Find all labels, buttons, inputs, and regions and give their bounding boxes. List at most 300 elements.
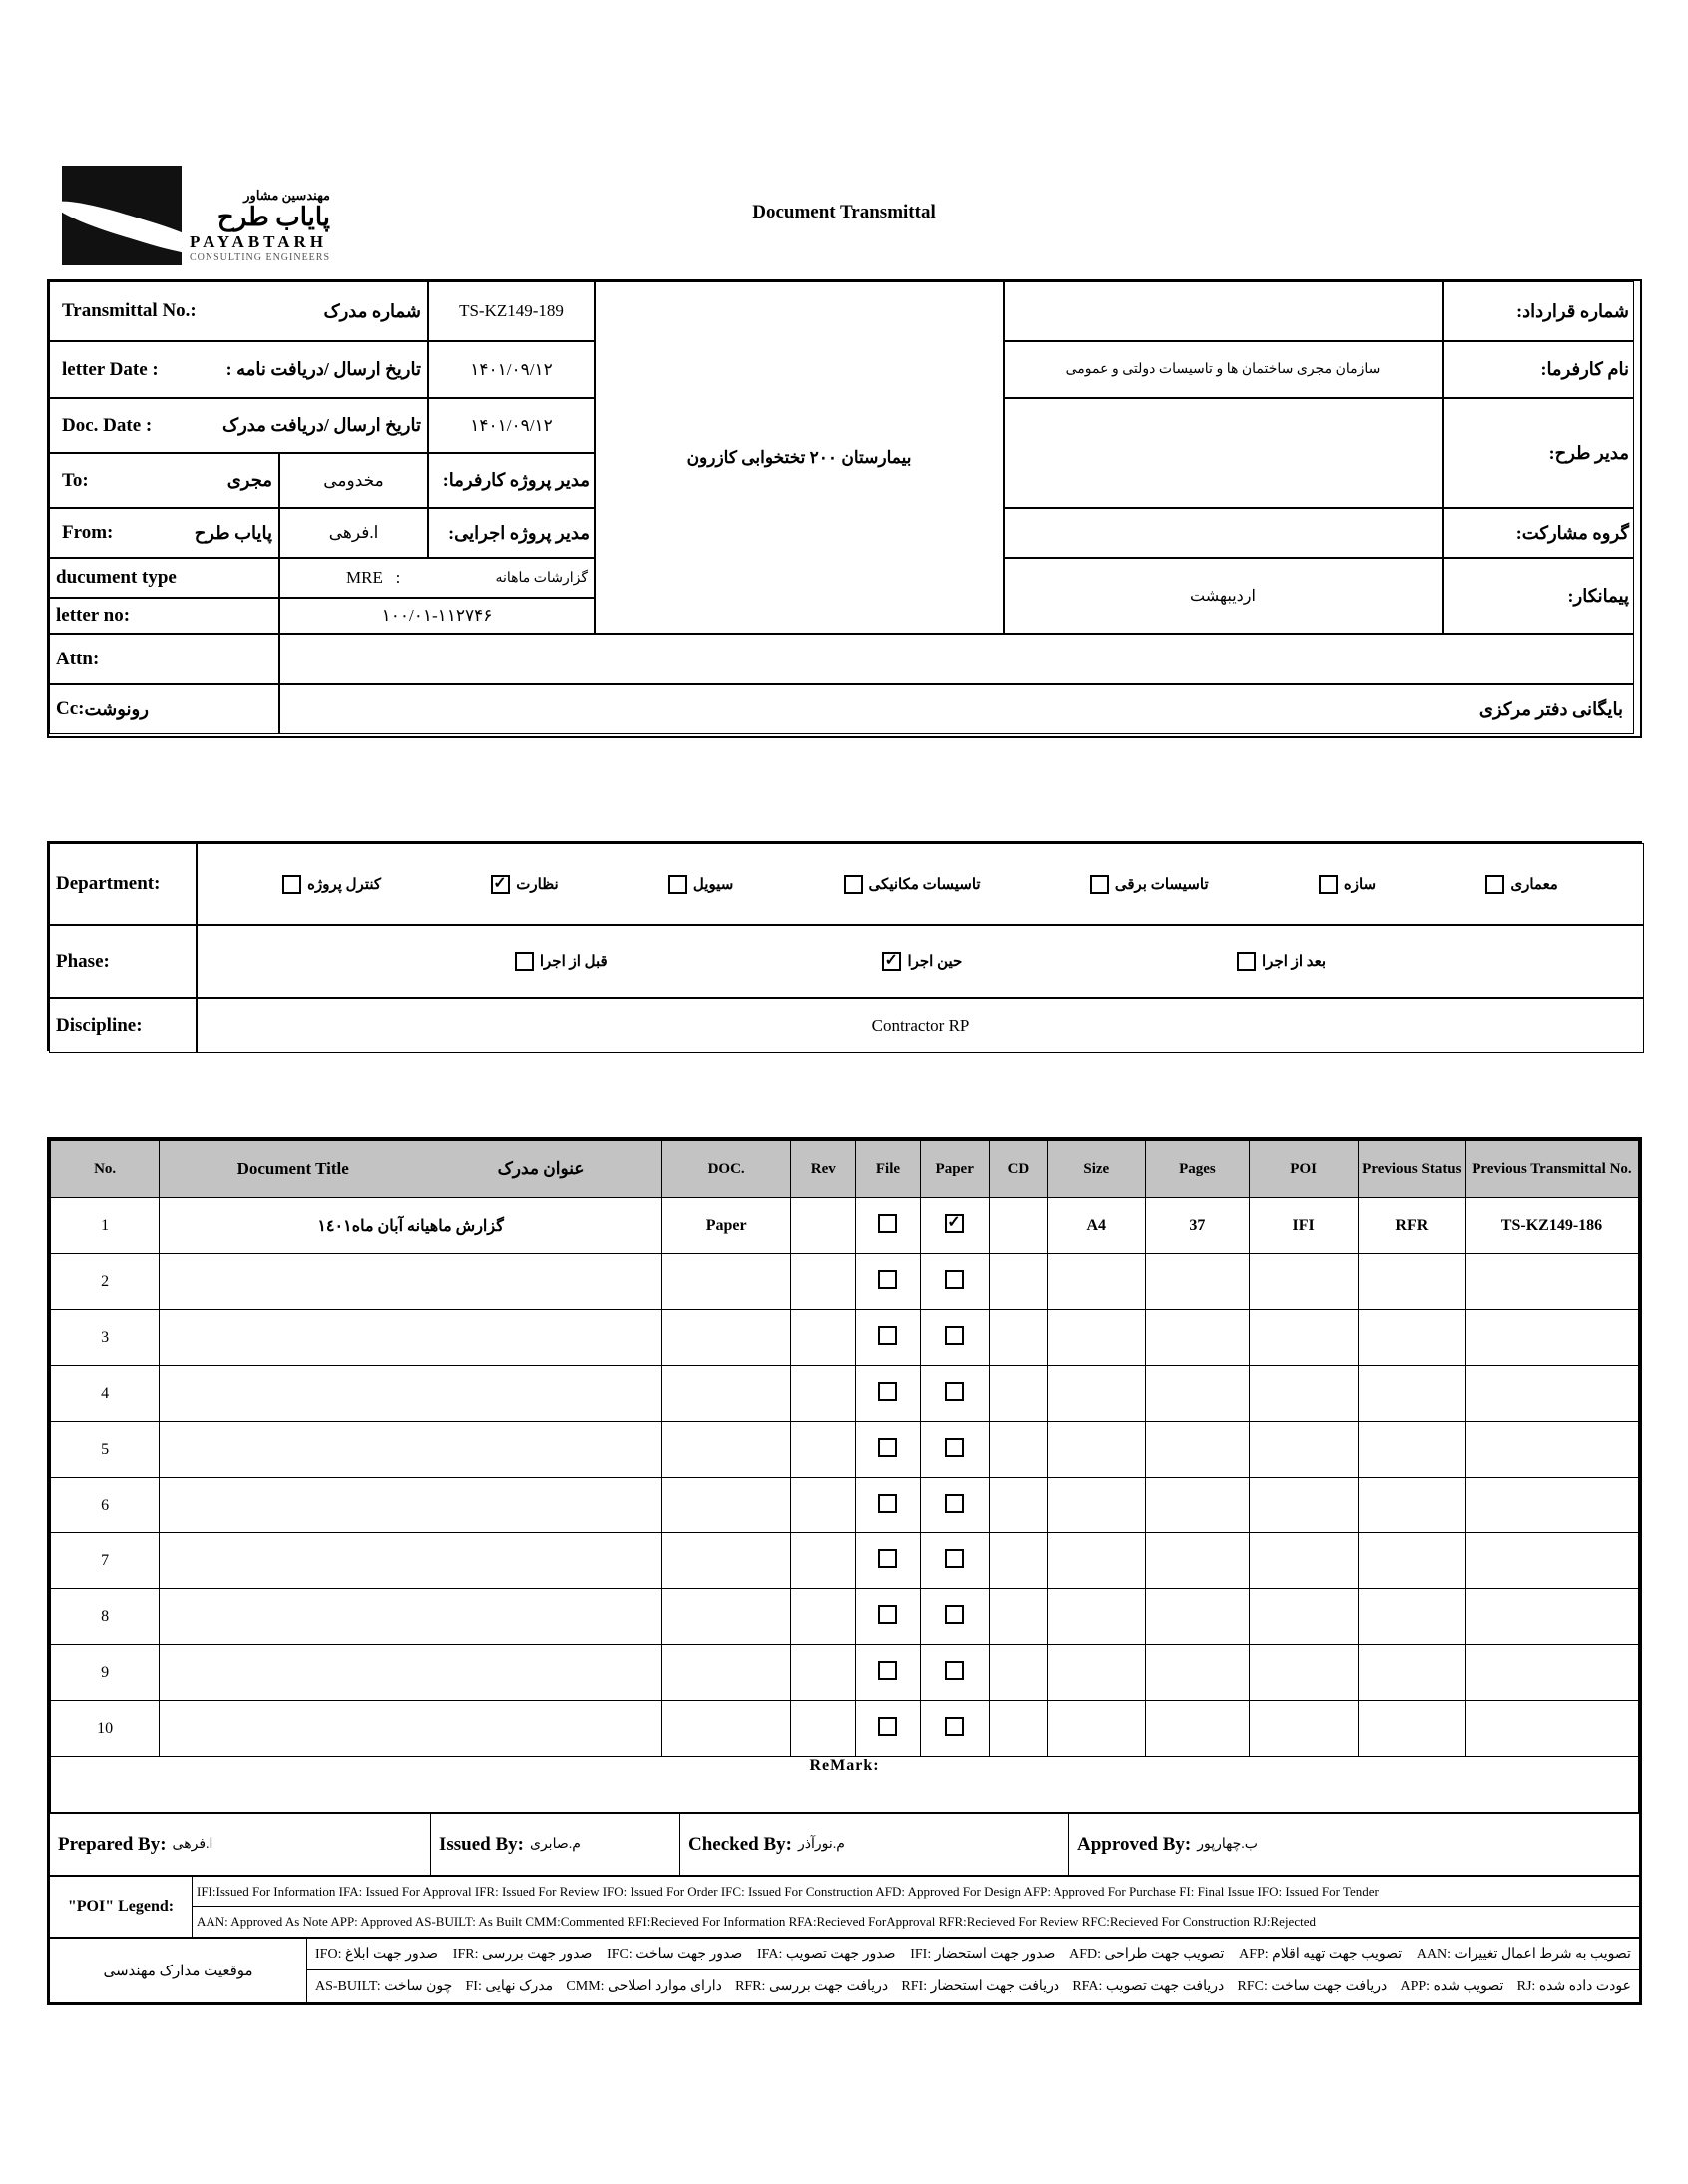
fa-legend-item: صدور جهت استحضار :IFI	[910, 1947, 1055, 1962]
document-row	[51, 1478, 1639, 1533]
checked-by-label: Checked By:	[688, 1833, 792, 1855]
paper-checkbox[interactable]	[945, 1438, 964, 1457]
phase-option-label: حین اجرا	[907, 954, 963, 970]
cell-prev-status	[1358, 1310, 1465, 1366]
cell-prev-transmittal	[1465, 1533, 1638, 1589]
phase-option	[515, 952, 608, 971]
attn-label: Attn:	[56, 648, 100, 669]
cell-poi	[1249, 1366, 1358, 1422]
cell-rev	[791, 1198, 856, 1254]
cell-cd	[989, 1310, 1048, 1366]
phase-checkbox-1[interactable]	[882, 952, 901, 971]
cell-size	[1048, 1533, 1146, 1589]
fa-legend-item: تصویب جهت تهیه اقلام :AFP	[1239, 1947, 1403, 1962]
cell-pages	[1146, 1310, 1249, 1366]
fa-legend-item: APP: تصویب شده	[1400, 1978, 1504, 1994]
col-header-doc: DOC.	[661, 1141, 790, 1198]
cell-title	[160, 1254, 662, 1310]
col-header-file: File	[856, 1141, 921, 1198]
phase-checkbox-0[interactable]	[515, 952, 534, 971]
paper-checkbox[interactable]	[945, 1661, 964, 1680]
cell-file	[856, 1533, 921, 1589]
cell-prev-transmittal	[1465, 1645, 1638, 1701]
cell-file	[856, 1701, 921, 1757]
poi-legend	[50, 1875, 1639, 1937]
cell-pages: 37	[1146, 1198, 1249, 1254]
cell-title	[160, 1366, 662, 1422]
letter-no-value: ۱۰۰/۰۱-۱۱۲۷۴۶	[279, 598, 595, 634]
from-cell	[49, 508, 279, 558]
cell-poi	[1249, 1254, 1358, 1310]
cell-poi	[1249, 1645, 1358, 1701]
paper-checkbox[interactable]	[945, 1214, 964, 1233]
file-checkbox[interactable]	[878, 1494, 897, 1513]
col-header-poi: POI	[1249, 1141, 1358, 1198]
cell-title	[160, 1478, 662, 1533]
paper-checkbox[interactable]	[945, 1326, 964, 1345]
fa-legend-row1	[307, 1939, 1639, 1970]
cell-size	[1048, 1701, 1146, 1757]
discipline-label: Discipline:	[56, 1014, 143, 1036]
department-option-label: تاسیسات برقی	[1114, 876, 1209, 893]
document-row	[51, 1645, 1639, 1701]
contractor-label: پیمانکار:	[1443, 558, 1634, 634]
page-title: Document Transmittal	[752, 202, 936, 222]
file-checkbox[interactable]	[878, 1661, 897, 1680]
cell-rev	[791, 1310, 856, 1366]
department-checkbox-1[interactable]	[491, 875, 510, 894]
classification-table	[47, 841, 1642, 1051]
fa-legend-label: موقعیت مدارک مهندسی	[50, 1939, 307, 2002]
fa-legend-item: RFI: دریافت جهت استحضار	[901, 1978, 1060, 1994]
cell-no: 10	[51, 1701, 160, 1757]
cell-size	[1048, 1589, 1146, 1645]
cell-paper	[920, 1645, 989, 1701]
cell-file	[856, 1198, 921, 1254]
phase-options	[198, 952, 1643, 971]
from-label: From:	[62, 522, 114, 543]
letter-date-value: ۱۴۰۱/۰۹/۱۲	[428, 341, 595, 398]
logo-fa-line2: پایاب طرح	[216, 203, 331, 231]
letter-no-label: letter no:	[56, 605, 131, 626]
doc-date-label-en: Doc. Date :	[62, 414, 153, 436]
department-checkbox-3[interactable]	[844, 875, 863, 894]
cell-paper	[920, 1366, 989, 1422]
fa-legend-item: صدور جهت تصویب :IFA	[757, 1947, 896, 1962]
paper-checkbox[interactable]	[945, 1717, 964, 1736]
cell-poi: IFI	[1249, 1198, 1358, 1254]
cell-no: 8	[51, 1589, 160, 1645]
from-value: پایاب طرح	[194, 522, 272, 543]
department-option	[1485, 875, 1558, 894]
paper-checkbox[interactable]	[945, 1494, 964, 1513]
logo-company-subtitle: CONSULTING ENGINEERS	[190, 252, 331, 264]
document-row	[51, 1366, 1639, 1422]
phase-label-cell	[49, 925, 197, 998]
cell-rev	[791, 1533, 856, 1589]
department-option	[1090, 875, 1209, 894]
cell-poi	[1249, 1310, 1358, 1366]
cell-prev-transmittal	[1465, 1310, 1638, 1366]
cell-cd	[989, 1422, 1048, 1478]
cell-size	[1048, 1254, 1146, 1310]
cell-prev-transmittal	[1465, 1254, 1638, 1310]
cell-file	[856, 1366, 921, 1422]
transmittal-no-label-en: Transmittal No.:	[62, 300, 197, 321]
cell-file	[856, 1422, 921, 1478]
doc-date-label-fa: تاریخ ارسال /دریافت مدرک	[221, 415, 421, 435]
cell-prev-transmittal: TS-KZ149-186	[1465, 1198, 1638, 1254]
cell-prev-status	[1358, 1366, 1465, 1422]
fa-legend-item: AS-BUILT: چون ساخت	[315, 1978, 453, 1994]
fa-legend	[50, 1937, 1639, 2002]
cell-rev	[791, 1422, 856, 1478]
col-header-no: No.	[51, 1141, 160, 1198]
col-header-size: Size	[1048, 1141, 1146, 1198]
from-middle-value: ا.فرهی	[279, 508, 428, 558]
document-type-label-cell	[49, 558, 279, 598]
col-header-pages: Pages	[1146, 1141, 1249, 1198]
cell-poi	[1249, 1422, 1358, 1478]
col-header-title-fa: عنوان مدرک	[497, 1159, 585, 1178]
fa-legend-row2	[307, 1970, 1639, 2002]
cell-doc	[661, 1422, 790, 1478]
cell-paper	[920, 1198, 989, 1254]
document-row	[51, 1589, 1639, 1645]
fa-legend-item: RJ: عودت داده شده	[1516, 1978, 1631, 1994]
cell-pages	[1146, 1645, 1249, 1701]
transmittal-no-label-cell	[49, 281, 428, 341]
cell-cd	[989, 1589, 1048, 1645]
transmittal-no-value: TS-KZ149-189	[428, 281, 595, 341]
cell-cd	[989, 1198, 1048, 1254]
cell-no: 3	[51, 1310, 160, 1366]
col-header-rev: Rev	[791, 1141, 856, 1198]
cell-poi	[1249, 1589, 1358, 1645]
cell-doc	[661, 1310, 790, 1366]
document-type-label: ducument type	[56, 567, 177, 588]
file-checkbox[interactable]	[878, 1214, 897, 1233]
cell-doc	[661, 1254, 790, 1310]
cell-no: 1	[51, 1198, 160, 1254]
document-type-value-cell	[279, 558, 595, 598]
document-row	[51, 1310, 1639, 1366]
discipline-label-cell	[49, 998, 197, 1053]
doc-date-label-cell	[49, 398, 428, 453]
document-type-code: MRE :	[346, 568, 401, 587]
signature-row	[50, 1813, 1639, 1875]
cell-title	[160, 1701, 662, 1757]
department-checkbox-2[interactable]	[668, 875, 687, 894]
cell-size	[1048, 1422, 1146, 1478]
document-list-section	[47, 1137, 1642, 2005]
cell-no: 7	[51, 1533, 160, 1589]
cell-file	[856, 1589, 921, 1645]
project-name: بیمارستان ۲۰۰ تختخوابی کازرون	[595, 281, 1004, 634]
cell-paper	[920, 1422, 989, 1478]
checked-by-name: م.نورآذر	[797, 1837, 845, 1852]
fa-legend-item: RFC: دریافت جهت ساخت	[1237, 1978, 1388, 1994]
poi-legend-row1: IFI:Issued For Information IFA: Issued For Approval IFR: Issued For Review IFO: Issued For Order IFC: Issued For Construction AFD: Approved For Design AFP: Approved For Purchase FI: Final Issue IFO: Issued For Tender	[193, 1877, 1639, 1907]
cell-size	[1048, 1478, 1146, 1533]
col-header-cd: CD	[989, 1141, 1048, 1198]
col-header-prev-status: Previous Status	[1358, 1141, 1465, 1198]
file-checkbox[interactable]	[878, 1270, 897, 1289]
fa-legend-item: FI: مدرک نهایی	[465, 1978, 554, 1994]
transmittal-no-label-fa: شماره مدرک	[323, 300, 421, 321]
contract-no-label: شماره قرارداد:	[1443, 281, 1634, 341]
cell-prev-status	[1358, 1701, 1465, 1757]
cell-rev	[791, 1701, 856, 1757]
jv-group-value	[1004, 508, 1443, 558]
cell-prev-status	[1358, 1254, 1465, 1310]
cell-size	[1048, 1645, 1146, 1701]
cell-prev-transmittal	[1465, 1422, 1638, 1478]
letter-date-label-fa: تاریخ ارسال /دریافت نامه :	[225, 359, 421, 379]
client-name-label: نام کارفرما:	[1443, 341, 1634, 398]
doc-date-value: ۱۴۰۱/۰۹/۱۲	[428, 398, 595, 453]
cell-cd	[989, 1701, 1048, 1757]
checked-by-cell	[680, 1814, 1069, 1875]
cell-title: گزارش ماهیانه آبان ماه١٤٠١	[160, 1198, 662, 1254]
cell-paper	[920, 1478, 989, 1533]
cell-paper	[920, 1310, 989, 1366]
prepared-by-label: Prepared By:	[58, 1833, 167, 1855]
department-option-label: سیویل	[692, 876, 734, 893]
department-options-cell	[197, 843, 1644, 925]
col-header-title-en: Document Title	[236, 1159, 349, 1178]
cell-prev-transmittal	[1465, 1589, 1638, 1645]
design-manager-value	[1004, 398, 1443, 508]
cell-prev-status: RFR	[1358, 1198, 1465, 1254]
cell-poi	[1249, 1478, 1358, 1533]
cell-poi	[1249, 1701, 1358, 1757]
file-checkbox[interactable]	[878, 1326, 897, 1345]
jv-group-label: گروه مشارکت:	[1443, 508, 1634, 558]
paper-checkbox[interactable]	[945, 1270, 964, 1289]
cell-paper	[920, 1254, 989, 1310]
cc-label: Cc:	[56, 698, 85, 719]
cell-poi	[1249, 1533, 1358, 1589]
issued-by-cell	[431, 1814, 680, 1875]
fa-legend-item: صدور جهت ابلاغ :IFO	[315, 1947, 439, 1962]
cell-paper	[920, 1589, 989, 1645]
cell-no: 4	[51, 1366, 160, 1422]
cell-prev-transmittal	[1465, 1701, 1638, 1757]
phase-option-label: بعد از اجرا	[1262, 954, 1327, 970]
file-checkbox[interactable]	[878, 1605, 897, 1624]
contractor-value: اردیبهشت	[1004, 558, 1443, 634]
table-header-row	[51, 1141, 1639, 1198]
letter-date-label-en: letter Date :	[62, 358, 159, 380]
paper-checkbox[interactable]	[945, 1382, 964, 1401]
department-option-label: تاسیسات مکانیکی	[868, 876, 981, 893]
cell-prev-status	[1358, 1533, 1465, 1589]
cell-file	[856, 1310, 921, 1366]
cell-file	[856, 1478, 921, 1533]
cell-no: 9	[51, 1645, 160, 1701]
attn-value	[279, 634, 1634, 684]
cell-rev	[791, 1366, 856, 1422]
col-header-paper: Paper	[920, 1141, 989, 1198]
phase-option-label: قبل از اجرا	[539, 954, 608, 970]
cell-prev-status	[1358, 1478, 1465, 1533]
cell-cd	[989, 1533, 1048, 1589]
file-checkbox[interactable]	[878, 1549, 897, 1568]
cell-size	[1048, 1310, 1146, 1366]
client-pm-label: مدیر پروژه کارفرما:	[428, 453, 595, 508]
fa-legend-item: تصویب به شرط اعمال تغییرات :AAN	[1416, 1947, 1631, 1962]
department-option	[844, 875, 981, 894]
department-option	[668, 875, 733, 894]
cell-size: A4	[1048, 1198, 1146, 1254]
cell-cd	[989, 1254, 1048, 1310]
document-row	[51, 1254, 1639, 1310]
contract-no-value	[1004, 281, 1443, 341]
department-option-label: سازه	[1343, 876, 1377, 893]
cc-label-fa: رونوشت	[84, 698, 149, 719]
cell-prev-transmittal	[1465, 1366, 1638, 1422]
department-option	[282, 875, 381, 894]
cell-cd	[989, 1366, 1048, 1422]
prepared-by-cell	[50, 1814, 431, 1875]
phase-label: Phase:	[56, 950, 110, 972]
cell-pages	[1146, 1701, 1249, 1757]
issued-by-label: Issued By:	[439, 1833, 524, 1855]
attn-label-cell	[49, 634, 279, 684]
cell-title	[160, 1589, 662, 1645]
fa-legend-item: تصویب جهت طراحی :AFD	[1069, 1947, 1225, 1962]
fa-legend-item: CMM: دارای موارد اصلاحی	[566, 1978, 722, 1994]
department-options	[198, 875, 1643, 894]
logo-fa-line1: مهندسین مشاور	[243, 188, 331, 203]
col-header-prev-transmittal: Previous Transmittal No.	[1465, 1141, 1638, 1198]
cell-doc	[661, 1366, 790, 1422]
department-option-label: کنترل پروژه	[307, 876, 382, 893]
to-label: To:	[62, 469, 89, 491]
cell-title	[160, 1533, 662, 1589]
phase-option	[882, 952, 962, 971]
cell-file	[856, 1645, 921, 1701]
approved-by-cell	[1069, 1814, 1638, 1875]
cell-file	[856, 1254, 921, 1310]
cell-no: 5	[51, 1422, 160, 1478]
cell-prev-transmittal	[1465, 1478, 1638, 1533]
cell-title	[160, 1422, 662, 1478]
cell-doc	[661, 1589, 790, 1645]
department-checkbox-0[interactable]	[282, 875, 301, 894]
cell-prev-status	[1358, 1589, 1465, 1645]
department-option	[491, 875, 558, 894]
cell-doc	[661, 1645, 790, 1701]
to-value: مجری	[226, 470, 272, 490]
client-name-value: سازمان مجری ساختمان ها و تاسیسات دولتی و عمومی	[1004, 341, 1443, 398]
file-checkbox[interactable]	[878, 1438, 897, 1457]
cell-doc	[661, 1533, 790, 1589]
cell-pages	[1146, 1366, 1249, 1422]
cell-no: 6	[51, 1478, 160, 1533]
cell-size	[1048, 1366, 1146, 1422]
paper-checkbox[interactable]	[945, 1549, 964, 1568]
cell-pages	[1146, 1254, 1249, 1310]
fa-legend-item: صدور جهت بررسی :IFR	[452, 1947, 593, 1962]
prepared-by-name: ا.فرهی	[172, 1837, 213, 1852]
cc-label-cell	[49, 684, 279, 734]
department-label-cell	[49, 843, 197, 925]
cell-title	[160, 1645, 662, 1701]
document-type-fa: گزارشات ماهانه	[495, 570, 588, 586]
fa-legend-item: RFA: دریافت جهت تصویب	[1072, 1978, 1225, 1994]
department-checkbox-5[interactable]	[1319, 875, 1338, 894]
fa-legend-item: RFR: دریافت جهت بررسی	[735, 1978, 889, 1994]
cell-cd	[989, 1478, 1048, 1533]
discipline-value: Contractor RP	[197, 998, 1644, 1053]
cell-pages	[1146, 1533, 1249, 1589]
cell-paper	[920, 1701, 989, 1757]
remark-row	[51, 1757, 1639, 1813]
letter-date-label-cell	[49, 341, 428, 398]
cell-title	[160, 1310, 662, 1366]
cc-value: بایگانی دفتر مرکزی	[279, 684, 1634, 734]
to-cell	[49, 453, 279, 508]
department-label: Department:	[56, 873, 161, 894]
phase-options-cell	[197, 925, 1644, 998]
department-checkbox-4[interactable]	[1090, 875, 1109, 894]
logo-company-name: PAYABTARH	[190, 232, 328, 252]
approved-by-label: Approved By:	[1077, 1833, 1192, 1855]
file-checkbox[interactable]	[878, 1717, 897, 1736]
fa-legend-item: صدور جهت ساخت :IFC	[607, 1947, 743, 1962]
design-manager-label: مدیر طرح:	[1443, 398, 1634, 508]
remark-cell: ReMark:	[51, 1757, 1639, 1813]
transmittal-info-table	[47, 279, 1642, 738]
cell-pages	[1146, 1422, 1249, 1478]
cell-pages	[1146, 1589, 1249, 1645]
document-row	[51, 1533, 1639, 1589]
letter-no-label-cell	[49, 598, 279, 634]
department-option-label: نظارت	[516, 876, 559, 893]
issued-by-name: م.صابری	[530, 1837, 581, 1852]
poi-legend-row2: AAN: Approved As Note APP: Approved AS-BUILT: As Built CMM:Commented RFI:Recieved For Information RFA:Recieved ForApproval RFR:Recieved For Review RFC:Recieved For Construction RJ:Rejected	[197, 1914, 1316, 1929]
cell-rev	[791, 1589, 856, 1645]
file-checkbox[interactable]	[878, 1382, 897, 1401]
paper-checkbox[interactable]	[945, 1605, 964, 1624]
phase-option	[1237, 952, 1326, 971]
cell-cd	[989, 1645, 1048, 1701]
cell-doc: Paper	[661, 1198, 790, 1254]
cell-rev	[791, 1645, 856, 1701]
cell-rev	[791, 1254, 856, 1310]
department-checkbox-6[interactable]	[1485, 875, 1504, 894]
phase-checkbox-2[interactable]	[1237, 952, 1256, 971]
document-row	[51, 1422, 1639, 1478]
to-middle-value: مخدومی	[279, 453, 428, 508]
cell-prev-status	[1358, 1422, 1465, 1478]
col-header-title	[160, 1141, 662, 1198]
poi-legend-label: "POI" Legend:	[50, 1877, 193, 1937]
executive-pm-label: مدیر پروژه اجرایی:	[428, 508, 595, 558]
approved-by-name: ب.چهارپور	[1197, 1837, 1258, 1852]
document-row	[51, 1198, 1639, 1254]
department-option-label: معماری	[1510, 876, 1558, 893]
cell-prev-status	[1358, 1645, 1465, 1701]
cell-pages	[1146, 1478, 1249, 1533]
document-row	[51, 1701, 1639, 1757]
document-list-table	[50, 1140, 1639, 1813]
cell-doc	[661, 1478, 790, 1533]
cell-doc	[661, 1701, 790, 1757]
cell-paper	[920, 1533, 989, 1589]
